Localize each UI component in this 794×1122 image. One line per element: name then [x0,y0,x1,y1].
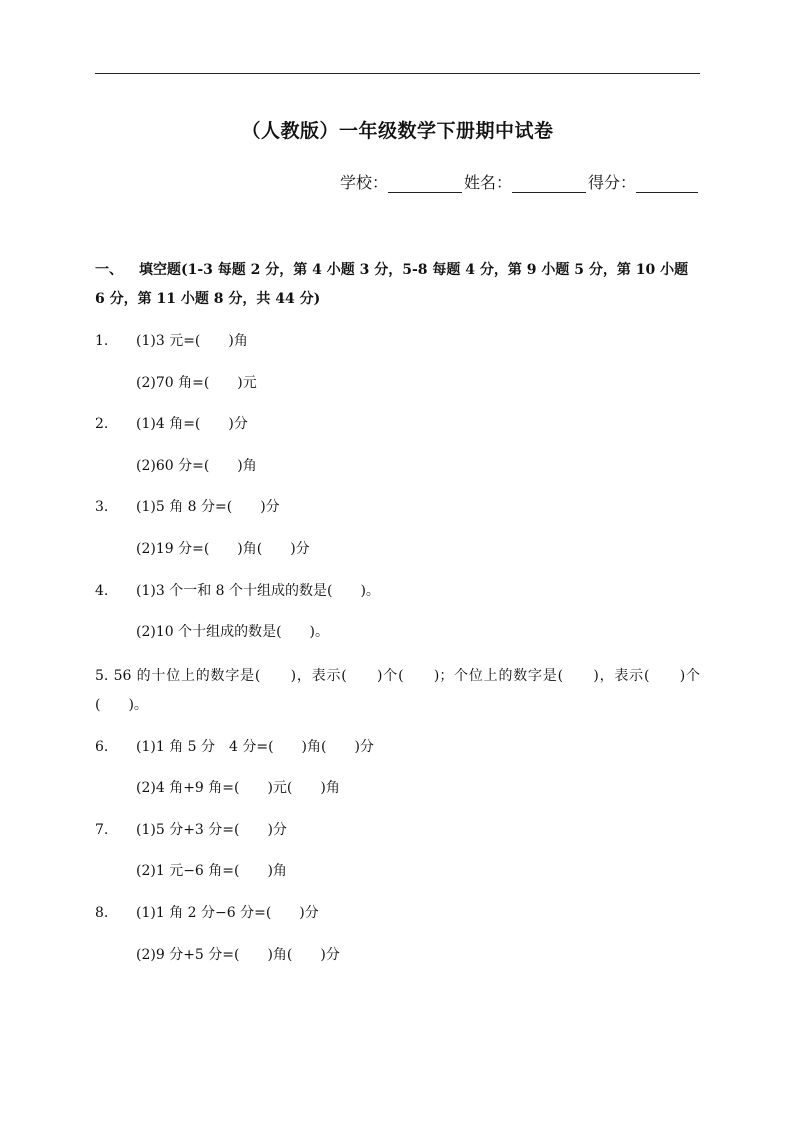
question-part: (1)3 元=( )角 [136,333,248,349]
question-number: 6. [95,739,109,755]
question-part: (2)9 分+5 分=( )角( )分 [136,947,340,963]
question-number: 5. [95,668,109,684]
school-label: 学校： [339,173,388,192]
section-instructions: 填空题(1-3 每题 2 分，第 4 小题 3 分，5-8 每题 4 分，第 9 小题 5 分，第 10 小题 6 分，第 11 小题 8 分，共 44 分) [95,262,689,307]
question-part: (1)4 角=( )分 [136,416,248,432]
section-number: 一、 [95,262,123,278]
question-part: (2)4 角+9 角=( )元( )角 [136,780,340,796]
question-part: (1)5 分+3 分=( )分 [136,822,287,838]
question-part: (2)19 分=( )角( )分 [136,541,310,557]
score-blank[interactable] [636,174,698,193]
student-info-line [340,170,700,193]
page-title: （人教版）一年级数学下册期中试卷 [241,120,554,142]
header-rule [95,73,700,74]
question-part: (2)60 分=( )角 [136,458,257,474]
question-number: 7. [95,822,109,838]
question-part: (1)1 角 2 分−6 分=( )分 [136,905,319,921]
question-part: (2)1 元−6 角=( )角 [136,863,287,879]
question-5 [95,662,700,720]
school-blank[interactable] [388,174,462,193]
question-number: 4. [95,583,109,599]
name-label: 姓名： [463,173,512,192]
question-text: 56 的十位上的数字是( )，表示( )个( )；个位上的数字是( )，表示( )个( )。 [95,668,700,713]
question-part: (2)10 个十组成的数是( )。 [136,624,330,640]
question-part: (1)5 角 8 分=( )分 [136,499,280,515]
score-label: 得分： [587,173,636,192]
question-number: 2. [95,416,109,432]
question-part: (1)1 角 5 分 4 分=( )角( )分 [136,739,374,755]
section-heading [95,256,700,314]
question-part: (2)70 角=( )元 [136,375,257,391]
question-number: 1. [95,333,109,349]
name-blank[interactable] [512,174,586,193]
question-part: (1)3 个一和 8 个十组成的数是( )。 [136,583,380,599]
question-number: 3. [95,499,109,515]
question-number: 8. [95,905,109,921]
